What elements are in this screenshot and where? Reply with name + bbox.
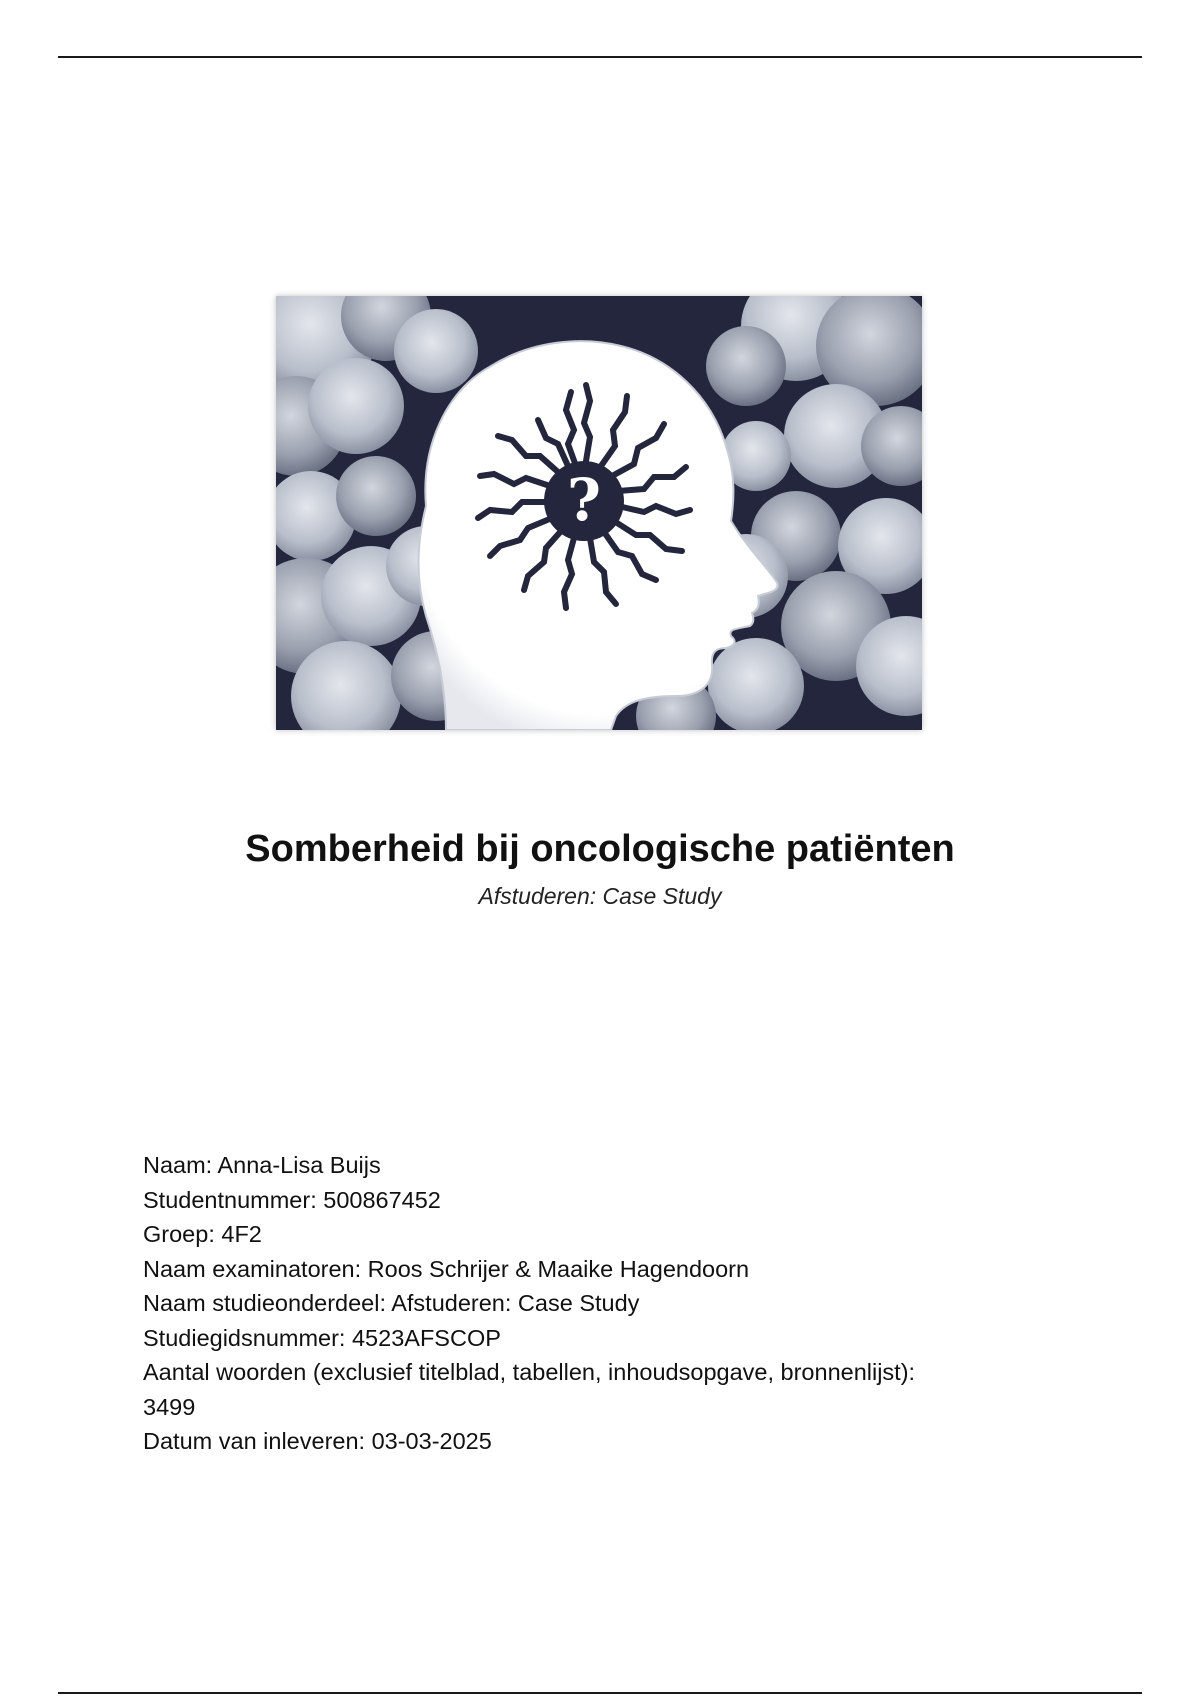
submission-date: Datum van inleveren: 03-03-2025 [143,1428,492,1454]
student-name: Naam: Anna-Lisa Buijs [143,1152,381,1178]
student-details [143,1148,1043,1459]
examiners: Naam examinatoren: Roos Schrijer & Maaike Hagendoorn [143,1255,750,1282]
course-unit: Naam studieonderdeel: Afstuderen: Case Study [143,1290,640,1316]
document-subtitle: Afstuderen: Case Study [478,883,722,909]
study-guide-number: Studiegidsnummer: 4523AFSCOP [143,1324,501,1351]
student-group: Groep: 4F2 [143,1221,262,1247]
head-question-mark-icon [276,296,922,730]
top-rule [58,56,1142,58]
cover-illustration [276,296,922,730]
document-title: Somberheid bij oncologische patiënten [245,828,955,870]
student-number: Studentnummer: 500867452 [143,1186,441,1213]
word-count-label: Aantal woorden (exclusief titelblad, tabellen, inhoudsopgave, bronnenlijst): [143,1359,916,1385]
word-count-value: 3499 [143,1393,196,1420]
svg-text:?: ? [567,466,601,534]
bottom-rule [58,1692,1142,1694]
